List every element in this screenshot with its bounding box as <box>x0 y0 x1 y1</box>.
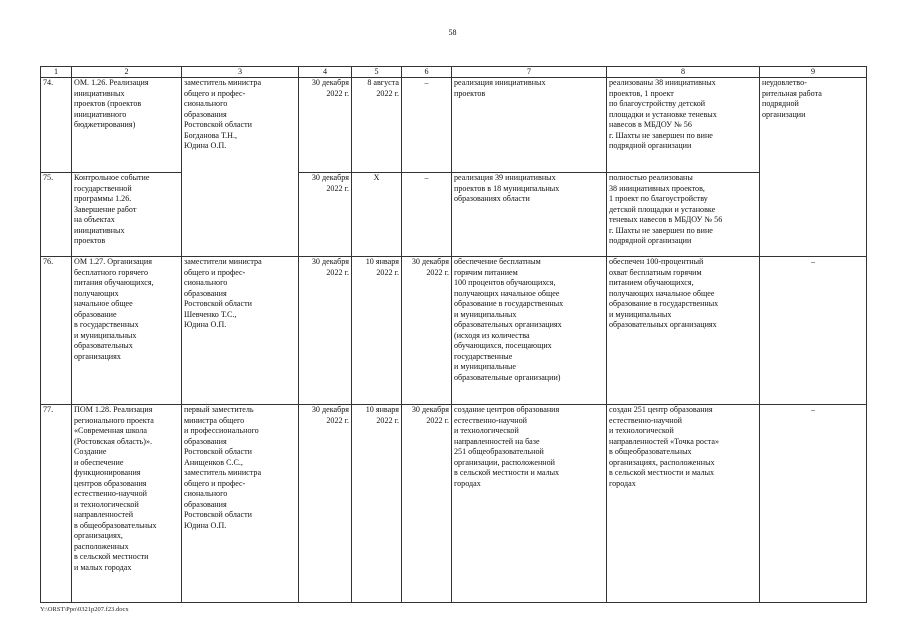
measure-name: ПОМ 1.28. Реализация регионального проекта «Современная школа (Ростовская область)». Создание и обеспечение функционирования центров образования естественно-научной и технологической направленностей в общеобразовательных организациях, расположенных в сельской местности и малых городах <box>72 405 182 603</box>
measure-name: Контрольное событие государственной программы 1.26. Завершение работ на объектах инициативных проектов <box>72 173 182 257</box>
responsible-person: первый заместитель министра общего и профессионального образования Ростовской области Анищенков С.С., заместитель министра общего и профес- сионального образования Ростовской области Юдина О.П. <box>182 405 299 603</box>
table-row <box>41 78 867 173</box>
problems-cell: – <box>760 257 867 405</box>
column-header: 6 <box>402 67 452 78</box>
measure-name: ОМ. 1.26. Реализация инициативных проектов (проектов инициативного бюджетирования) <box>72 78 182 173</box>
measure-name: ОМ 1.27. Организация бесплатного горячего питания обучающихся, получающих начальное общее образование в государственных и муниципальных образовательных организациях <box>72 257 182 405</box>
column-header: 8 <box>607 67 760 78</box>
fact-start-date: 8 августа 2022 г. <box>352 78 402 173</box>
expected-result: обеспечение бесплатным горячим питанием 100 процентов обучающихся, получающих начальное общее образование в государственных и муниципальных образовательных организациях (исходя из количества обучающихся, посещающих государственные и муниципальные образовательные организации) <box>452 257 607 405</box>
footer-file-path: Y:\ORST\Ppo\0321p207.f23.docx <box>40 606 129 613</box>
expected-result: реализация 39 инициативных проектов в 18 муниципальных образованиях области <box>452 173 607 257</box>
row-number: 77. <box>41 405 72 603</box>
column-header: 3 <box>182 67 299 78</box>
responsible-person: заместители министра общего и профес- сионального образования Ростовской области Шевченко Т.С., Юдина О.П. <box>182 257 299 405</box>
fact-end-date: – <box>402 78 452 173</box>
table-row <box>41 405 867 603</box>
fact-end-date: 30 декабря 2022 г. <box>402 257 452 405</box>
fact-start-date: X <box>352 173 402 257</box>
table-header-row <box>41 67 867 78</box>
column-header: 1 <box>41 67 72 78</box>
fact-start-date: 10 января 2022 г. <box>352 257 402 405</box>
fact-end-date: 30 декабря 2022 г. <box>402 405 452 603</box>
column-header: 7 <box>452 67 607 78</box>
expected-result: реализация инициативных проектов <box>452 78 607 173</box>
plan-date: 30 декабря 2022 г. <box>299 173 352 257</box>
column-header: 9 <box>760 67 867 78</box>
achieved-result: создан 251 центр образования естественно-научной и технологической направленностей «Точка роста» в общеобразовательных организациях, расположенных в сельской местности и малых городах <box>607 405 760 603</box>
plan-date: 30 декабря 2022 г. <box>299 257 352 405</box>
row-number: 76. <box>41 257 72 405</box>
table-row <box>41 173 867 257</box>
fact-end-date: – <box>402 173 452 257</box>
problems-cell: неудовлетво- рительная работа подрядной организации <box>760 78 867 257</box>
fact-start-date: 10 января 2022 г. <box>352 405 402 603</box>
plan-date: 30 декабря 2022 г. <box>299 405 352 603</box>
achieved-result: полностью реализованы 38 инициативных проектов, 1 проект по благоустройству детской площадки и установке теневых навесов в МБДОУ № 56 г. Шахты не завершен по вине подрядной организации <box>607 173 760 257</box>
column-header: 5 <box>352 67 402 78</box>
row-number: 75. <box>41 173 72 257</box>
column-header: 2 <box>72 67 182 78</box>
column-header: 4 <box>299 67 352 78</box>
page-number: 58 <box>448 28 457 37</box>
report-table <box>40 66 867 603</box>
table-row <box>41 257 867 405</box>
expected-result: создание центров образования естественно-научной и технологической направленностей на базе 251 общеобразовательной организации, расположенной в сельской местности и малых городах <box>452 405 607 603</box>
problems-cell: – <box>760 405 867 603</box>
responsible-person: заместитель министра общего и профес- сионального образования Ростовской области Богданова Т.Н., Юдина О.П. <box>182 78 299 257</box>
achieved-result: обеспечен 100-процентный охват бесплатным горячим питанием обучающихся, получающих начальное общее образование в государственных и муниципальных образовательных организациях <box>607 257 760 405</box>
row-number: 74. <box>41 78 72 173</box>
plan-date: 30 декабря 2022 г. <box>299 78 352 173</box>
achieved-result: реализованы 38 инициативных проектов, 1 проект по благоустройству детской площадки и установке теневых навесов в МБДОУ № 56 г. Шахты не завершен по вине подрядной организации <box>607 78 760 173</box>
